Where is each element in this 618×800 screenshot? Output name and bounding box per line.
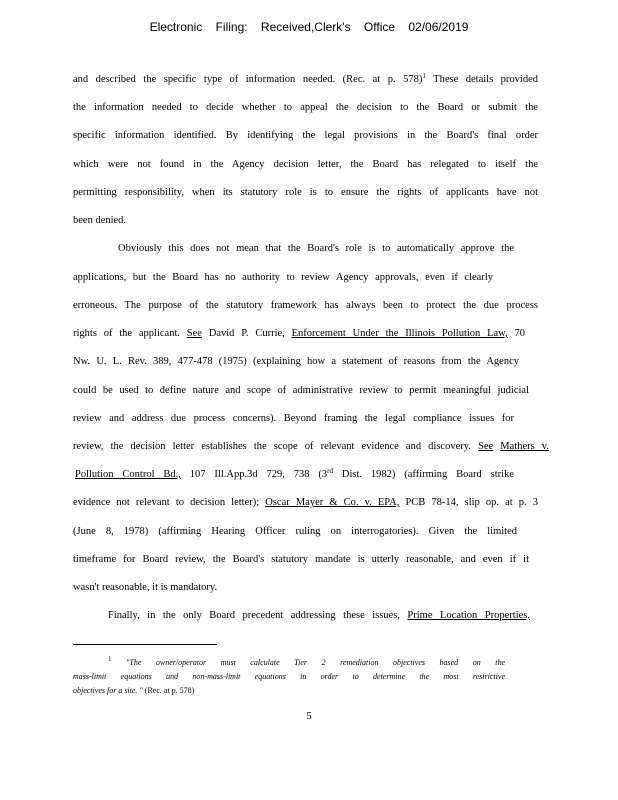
footnote-line <box>108 657 505 668</box>
filing-header: Electronic Filing: Received,Clerk's Office 02/06/2019 <box>149 20 469 34</box>
body-line: Nw. U. L. Rev. 389, 477-478 (1975) (explaining how a statement of reasons from the Agency <box>73 356 519 367</box>
body-line: timeframe for Board review, the Board's statutory mandate is utterly reasonable, and even if it <box>73 554 529 565</box>
footnote-number: 1 <box>108 655 112 663</box>
body-line: the information needed to decide whether to appeal the decision to the Board or submit the <box>73 102 538 113</box>
body-line: applications, but the Board has no authority to review Agency approvals, even if clearly <box>73 272 493 283</box>
body-line: specific information identified. By identifying the legal provisions in the Board's final order <box>73 130 538 141</box>
text-run: and described the specific type of information needed. (Rec. at p. 578) <box>73 74 423 85</box>
case-name: Mathers v. <box>500 441 549 452</box>
body-line <box>75 468 514 482</box>
body-line <box>73 496 538 510</box>
body-line <box>73 327 525 341</box>
text-run: Finally, in the only Board precedent addressing these issues, <box>108 610 408 621</box>
text-run: "The owner/operator must calculate Tier 2 remediation objectives based on the <box>126 658 505 667</box>
text-run: review, the decision letter establishes the scope of relevant evidence and discovery. <box>73 441 479 452</box>
text-run: 70 <box>507 328 525 339</box>
case-name: Pollution Control Bd., <box>75 469 181 480</box>
body-line <box>73 440 549 454</box>
cited-article-title: Enforcement Under the Illinois Pollution Law, <box>291 328 508 339</box>
page-number: 5 <box>306 710 312 722</box>
body-line: could be used to define nature and scope of administrative review to permit meaningful judicial <box>73 385 529 396</box>
text-run: objectives for a site. " <box>73 686 143 695</box>
signal-see: See <box>186 328 202 339</box>
signal-see: See <box>478 441 494 452</box>
footnote-reference: 1 <box>422 72 426 80</box>
text-run: Dist. 1982) (affirming Board strike <box>332 469 514 480</box>
record-citation: (Rec. at p. 578) <box>142 686 195 695</box>
text-run: PCB 78-14, slip op. at p. 3 <box>399 497 538 508</box>
text-run: rights of the applicant. <box>73 328 187 339</box>
footnote-line: mass-limit equations and non-mass-limit equations in order to determine the most restrictive <box>73 672 505 681</box>
body-line: been denied. <box>73 215 127 226</box>
text-run: These details provided <box>425 74 538 85</box>
body-line: (June 8, 1978) (affirming Hearing Officer ruling on interrogatories). Given the limited <box>73 526 517 537</box>
text-run: evidence not relevant to decision letter); <box>73 497 266 508</box>
body-line: erroneous. The purpose of the statutory framework has always been to protect the due process <box>73 300 538 311</box>
ordinal-suffix: rd <box>327 467 333 475</box>
case-name: Oscar Mayer & Co. v. EPA, <box>265 497 400 508</box>
paragraph-first-line <box>108 609 530 623</box>
footnote-line <box>73 685 505 696</box>
case-name: Prime Location Properties, <box>407 610 530 621</box>
text-run: 107 Ill.App.3d 729, 738 (3 <box>180 469 328 480</box>
footnote-separator <box>73 644 217 645</box>
body-line: permitting responsibility, when its statutory role is to ensure the rights of applicants have not <box>73 187 538 198</box>
body-line: which were not found in the Agency decision letter, the Board has relegated to itself the <box>73 159 538 170</box>
body-line: wasn't reasonable, it is mandatory. <box>73 582 218 593</box>
text-run: David P. Currie, <box>201 328 292 339</box>
body-line <box>73 73 538 87</box>
paragraph-first-line: Obviously this does not mean that the Board's role is to automatically approve the <box>118 243 514 254</box>
body-line: review and address due process concerns). Beyond framing the legal compliance issues for <box>73 413 514 424</box>
